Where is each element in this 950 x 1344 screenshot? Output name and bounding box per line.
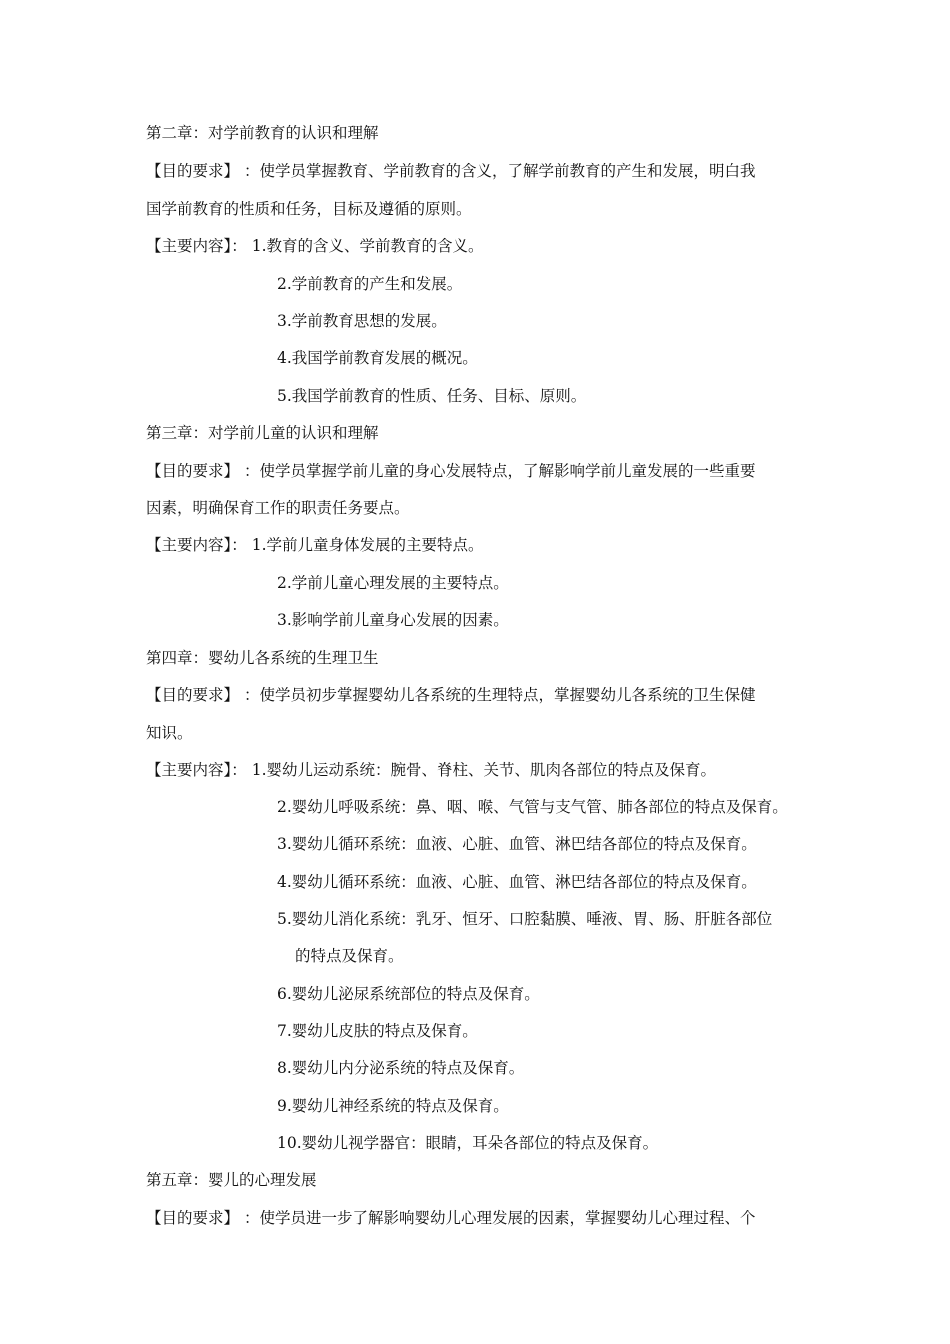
chapter-4-content-item: 5.婴幼儿消化系统：乳牙、恒牙、口腔黏膜、唾液、胃、肠、肝脏各部位 <box>277 910 773 928</box>
chapter-3-goal-line-2: 因素，明确保育工作的职责任务要点。 <box>146 499 410 517</box>
chapter-4-content-item: 9.婴幼儿神经系统的特点及保育。 <box>277 1097 509 1115</box>
chapter-4-content-item: 10.婴幼儿视学器官：眼睛，耳朵各部位的特点及保育。 <box>277 1134 659 1152</box>
content-item: 1.婴幼儿运动系统：腕骨、脊柱、关节、肌肉各部位的特点及保育。 <box>251 761 716 779</box>
content-label: 【主要内容】： <box>146 237 247 255</box>
chapter-4-goal-line-1 <box>146 685 755 705</box>
goal-text: ：使学员掌握教育、学前教育的含义，了解学前教育的产生和发展，明白我 <box>243 162 756 180</box>
goal-text: ：使学员掌握学前儿童的身心发展特点，了解影响学前儿童发展的一些重要 <box>243 462 756 480</box>
chapter-2-content-line-1 <box>146 236 484 256</box>
chapter-3-content-item: 3.影响学前儿童身心发展的因素。 <box>277 611 509 629</box>
chapter-4-content-item-continued: 的特点及保育。 <box>295 947 404 965</box>
goal-text: ：使学员进一步了解影响婴幼儿心理发展的因素，掌握婴幼儿心理过程、个 <box>243 1209 756 1227</box>
chapter-3-content-line-1 <box>146 535 484 555</box>
chapter-4-content-line-1 <box>146 760 716 780</box>
goal-label: 【目的要求】 <box>146 462 240 480</box>
chapter-4-goal-line-2: 知识。 <box>146 724 193 742</box>
chapter-2-content-item: 4.我国学前教育发展的概况。 <box>277 349 478 367</box>
chapter-5-heading: 第五章：婴儿的心理发展 <box>146 1171 317 1189</box>
goal-text: ：使学员初步掌握婴幼儿各系统的生理特点，掌握婴幼儿各系统的卫生保健 <box>243 686 756 704</box>
chapter-4-content-item: 3.婴幼儿循环系统：血液、心脏、血管、淋巴结各部位的特点及保育。 <box>277 835 757 853</box>
chapter-4-content-item: 8.婴幼儿内分泌系统的特点及保育。 <box>277 1059 525 1077</box>
chapter-3-content-item: 2.学前儿童心理发展的主要特点。 <box>277 574 509 592</box>
chapter-4-content-item: 6.婴幼儿泌尿系统部位的特点及保育。 <box>277 985 540 1003</box>
content-item: 1.学前儿童身体发展的主要特点。 <box>251 536 484 554</box>
chapter-2-content-item: 2.学前教育的产生和发展。 <box>277 275 463 293</box>
chapter-4-content-item: 7.婴幼儿皮肤的特点及保育。 <box>277 1022 478 1040</box>
chapter-2-content-item: 3.学前教育思想的发展。 <box>277 312 447 330</box>
chapter-4-heading: 第四章：婴幼儿各系统的生理卫生 <box>146 649 379 667</box>
goal-label: 【目的要求】 <box>146 686 240 704</box>
content-label: 【主要内容】： <box>146 536 247 554</box>
chapter-2-goal-line-1 <box>146 161 755 181</box>
chapter-3-heading: 第三章：对学前儿童的认识和理解 <box>146 424 379 442</box>
chapter-4-content-item: 2.婴幼儿呼吸系统：鼻、咽、喉、气管与支气管、肺各部位的特点及保育。 <box>277 798 788 816</box>
chapter-2-goal-line-2: 国学前教育的性质和任务，目标及遵循的原则。 <box>146 200 472 218</box>
chapter-2-heading: 第二章：对学前教育的认识和理解 <box>146 124 379 142</box>
goal-label: 【目的要求】 <box>146 162 240 180</box>
chapter-2-content-item: 5.我国学前教育的性质、任务、目标、原则。 <box>277 387 587 405</box>
chapter-3-goal-line-1 <box>146 461 755 481</box>
chapter-4-content-item: 4.婴幼儿循环系统：血液、心脏、血管、淋巴结各部位的特点及保育。 <box>277 873 757 891</box>
goal-label: 【目的要求】 <box>146 1209 240 1227</box>
content-label: 【主要内容】： <box>146 761 247 779</box>
chapter-5-goal-line-1 <box>146 1208 755 1228</box>
content-item: 1.教育的含义、学前教育的含义。 <box>251 237 484 255</box>
